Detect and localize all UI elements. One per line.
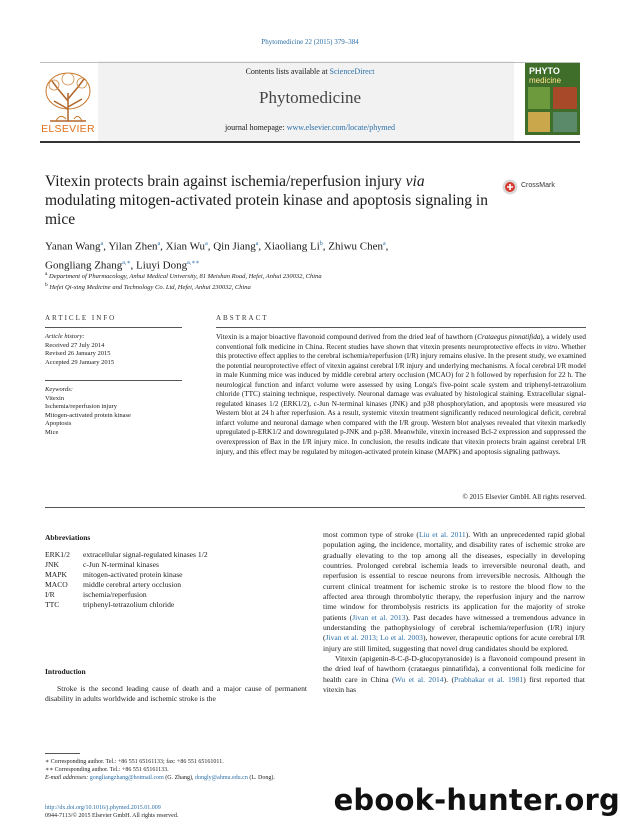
abbreviation-row (45, 580, 305, 590)
front-matter-end-rule (45, 507, 585, 508)
corresponding-author-2: ∗∗ Corresponding author. Tel.: +86 551 65161133. (45, 767, 169, 773)
keyword-item: Vitexin (45, 394, 65, 402)
citation-link[interactable]: Jivan et al. 2013 (352, 612, 406, 622)
affiliation-mark: a (45, 271, 48, 277)
cover-title: PHYTO (529, 66, 560, 76)
author-name[interactable]: Xiaoliang Li (263, 240, 320, 253)
article-info-rule (45, 327, 182, 328)
author-name[interactable]: Yanan Wang (45, 240, 101, 253)
keyword-item: Ischemia/reperfusion injury (45, 403, 118, 410)
body-paragraph (323, 654, 585, 695)
keyword-item: Apoptosis (45, 420, 72, 427)
footnotes (45, 758, 310, 782)
body-text: ). Past decades have witnessed a tremendous advance in understanding the pathophysiology of cerebral ischemia/reperfusion (I/R) injury ( (323, 612, 585, 643)
abbreviation-row (45, 570, 305, 580)
citation-link[interactable]: Wu et al. 2014 (394, 674, 444, 684)
abbreviation-row (45, 600, 305, 610)
email-link-2[interactable]: dongly@ahmu.edu.cn (194, 775, 248, 781)
abbreviation-expansion: mitogen-activated protein kinase (83, 570, 183, 579)
footnote-rule (45, 753, 80, 754)
abbreviations-heading: Abbreviations (45, 533, 91, 542)
article-history (45, 333, 185, 367)
article-title (45, 172, 495, 229)
abbreviations-table (45, 550, 305, 610)
corresponding-author-1: ∗ Corresponding author. Tel.: +86 551 65161133; fax: +86 551 65161011. (45, 759, 224, 765)
abstract-segment: . Whether this protective effect applies to the cerebral ischemia/reperfusion (I/R) injury remains elusive. In the present study, we examined the potential neuroprotective effect of vitexin against cerebral I/R injury and underlying mechanisms. A focal cerebral I/R model in male Kunming mice was induced by middle cerebral artery occlusion (MCAO) for 2 h followed by reperfusion for 22 h. The neurological function and infarct volume were assessed by using Longa's five-point scale system and triphenyl-tetrazolium chloride (TTC) staining technique, respectively. Neuronal damage was evaluated by histological staining. Extracellular signal-regulated kinases 1/2 (ERK1/2), c-Jun N-terminal kinases (JNK) and p38 phosphorylation, and apoptosis were measured (216, 342, 586, 408)
crossmark-label[interactable]: CrossMark (521, 182, 555, 189)
body-text: ). With an unprecedented rapid global population aging, the incidence, mortality, and disability rates of ischemic stroke are gradually elevating to the top among all the diseases, especially in developing countries. Prolonged cerebral ischemia leads to irreversible neuronal death, and reperfusion is essential to rescue neurons from irreversible necrosis. Although the current clinical treatment for ischemic stroke is to restore the blood flow to the affected area through thrombolytic therapy, the reperfusion injury and the narrow time window for thrombolysis restricts its application for the majority of stroke patients ( (323, 530, 586, 622)
abstract-text (216, 333, 586, 457)
abstract-heading: ABSTRACT (216, 314, 269, 322)
author-name[interactable]: Qin Jiang (213, 240, 256, 253)
history-accepted: Accepted 29 January 2015 (45, 358, 115, 366)
abbreviation: ERK1/2 (45, 550, 70, 559)
abbreviation-expansion: extracellular signal-regulated kinases 1/2 (83, 550, 208, 559)
abbreviation: MAPK (45, 570, 67, 579)
keyword-item: Mitogen-activated protein kinase (45, 411, 131, 419)
author-affiliation-mark[interactable]: a (157, 241, 161, 247)
affiliation-item (45, 270, 565, 281)
header-top-rule (40, 62, 580, 63)
watermark-text: ebook-hunter.org (333, 783, 620, 817)
author-affiliation-mark[interactable]: a (205, 241, 208, 247)
keywords-rule (45, 380, 182, 381)
email-suffix-1: (G. Zhang), (163, 775, 195, 781)
history-label: Article history: (45, 333, 85, 340)
contents-prefix: Contents lists available at (245, 67, 330, 76)
keywords-label: Keywords: (45, 386, 73, 393)
affiliation-mark: b (45, 282, 48, 289)
abbreviation-row (45, 590, 305, 600)
author-affiliation-mark[interactable]: a (383, 241, 386, 247)
title-part-1: Vitexin protects brain against ischemia/reperfusion injury (45, 173, 406, 190)
abstract-italic: in vitro (536, 342, 558, 351)
doi-link[interactable]: http://dx.doi.org/10.1016/j.phymed.2015.01.009 (45, 805, 161, 811)
affiliations (45, 270, 565, 292)
article-info-heading: ARTICLE INFO (45, 314, 117, 322)
citation-link[interactable]: Jivan et al. 2013; Lo et al. 2003 (325, 633, 423, 643)
body-paragraph (323, 530, 585, 654)
keywords (45, 386, 185, 437)
cover-subtitle: medicine (529, 76, 562, 85)
abstract-segment: Western blot at 24 h after reperfusion. As a result, systemic vitexin treatment significantly reduced neurological deficit, cerebral infarct volume and neuronal damage when compared with the I/R group. Western blot analyses revealed that vitexin markedly upregulated p-ERK1/2 and downregulated p-JNK and p-p38. Meanwhile, vitexin increased Bcl-2 expression and suppressed the overexpression of Bax in the I/R injury mice. In conclusion, the results indicate that vitexin protects brain against cerebral I/R injury, and this effect may be regulated by mitogen-activated protein kinase (MAPK) and apoptosis signaling pathways. (216, 409, 586, 456)
citation-link[interactable]: Liu et al. 2011 (418, 530, 466, 539)
homepage-prefix: journal homepage: (224, 123, 287, 132)
author-affiliation-mark[interactable]: a,∗ (122, 259, 131, 266)
author-affiliation-mark[interactable]: a (255, 241, 259, 247)
issn-line: 0944-7113/© 2015 Elsevier GmbH. All rights reserved. (45, 813, 179, 819)
body-text: ). ( (443, 674, 455, 684)
affiliation-text: Department of Pharmacology, Anhui Medical University, 81 Meishan Road, Hefei, Anhui 230032, China (49, 273, 322, 281)
abstract-segment: Vitexin is a major bioactive flavonoid compound derived from the dried leaf of hawthorn ( (216, 333, 478, 341)
abstract-italic: Crataegus pinnatifida (477, 333, 541, 341)
author-affiliation-mark[interactable]: b (319, 241, 323, 247)
journal-name: Phytomedicine (259, 88, 361, 107)
abstract-segment: ), a widely used conventional folk medicine in China. Recent studies have shown that vitexin presents neuroprotective effects (216, 333, 586, 351)
abbreviation-row (45, 550, 305, 560)
email-addresses (45, 774, 310, 782)
header-bottom-rule (40, 141, 580, 143)
abstract-copyright: © 2015 Elsevier GmbH. All rights reserved. (462, 493, 586, 501)
publisher-name: ELSEVIER (41, 123, 95, 135)
history-revised: Revised 26 January 2015 (45, 350, 111, 357)
body-text: Vitexin (apigenin-8-C-β-D-glucopyranoside) is a flavonoid compound present in the dried leaf of hawthorn (crataegus pinnatifida), a conventional folk medicine for health care in China ( (323, 654, 585, 684)
author-affiliation-mark[interactable]: a (100, 241, 104, 247)
email-link-1[interactable]: gongliangzhang@hotmail.com (89, 775, 164, 781)
abstract-rule (216, 327, 586, 328)
title-part-2: modulating mitogen-activated protein kinase and apoptosis signaling in mice (45, 192, 488, 228)
body-text: ), however, therapeutic options for acute cerebral I/R injury are still limited, suggesting that novel drug candidates should be explored. (323, 633, 585, 653)
author-name[interactable]: Liuyi Dong (136, 259, 188, 272)
email-suffix-2: (L. Dong). (247, 775, 275, 781)
abbreviation-expansion: ischemia/reperfusion (83, 590, 147, 599)
author-affiliation-mark[interactable]: a,∗∗ (187, 259, 200, 266)
abbreviation: I/R (45, 590, 55, 599)
abbreviation: TTC (45, 600, 60, 609)
history-received: Received 27 July 2014 (45, 341, 105, 349)
affiliation-item (45, 281, 565, 292)
keyword-item: Mice (45, 428, 59, 436)
abbreviation-expansion: middle cerebral artery occlusion (83, 580, 182, 589)
homepage-link[interactable]: www.elsevier.com/locate/phymed (286, 123, 396, 132)
abbreviation: JNK (45, 560, 59, 569)
email-prefix: E-mail addresses: (45, 775, 90, 781)
introduction-text (45, 684, 307, 705)
journal-citation: Phytomedicine 22 (2015) 379–384 (261, 38, 359, 46)
citation-link[interactable]: Prabhakar et al. 1981 (454, 674, 524, 684)
introduction-heading: Introduction (45, 667, 86, 676)
title-italic: via (405, 173, 425, 190)
affiliation-text: Hefei Qi-xing Medicine and Technology Co. Ltd, Hefei, Anhui 230032, China (49, 284, 251, 292)
author-name[interactable]: Yilan Zhen (108, 240, 158, 253)
sciencedirect-link[interactable]: ScienceDirect (329, 67, 375, 76)
body-text: most common type of stroke ( (323, 530, 419, 539)
body-text: ) first reported that vitexin has (323, 674, 585, 695)
abbreviation: MACO (45, 580, 68, 589)
intro-paragraph: Stroke is the second leading cause of death and a major cause of permanent disability in adults worldwide and ischemic stroke is the (45, 684, 307, 704)
abbreviation-expansion: c-Jun N-terminal kinases (83, 560, 159, 569)
abstract-italic: via (577, 399, 586, 408)
author-list: Yanan Wang$^a$, Yilan Zhen$^a$, Xian Wu$^a$, Qin Jiang$^a$, Xiaoliang Li$^b$, Zhiwu Chen$^a$, Gongliang Zhang$^{a,∗}$, Liuyi Dong$^{a,∗∗}$ (45, 240, 389, 272)
abbreviation-expansion: triphenyl-tetrazolium chloride (83, 600, 175, 609)
abbreviation-row (45, 560, 305, 570)
author-name[interactable]: Zhiwu Chen (328, 240, 383, 253)
body-right-column (323, 530, 585, 696)
author-name[interactable]: Gongliang Zhang (45, 259, 123, 272)
author-name[interactable]: Xian Wu (165, 240, 206, 253)
